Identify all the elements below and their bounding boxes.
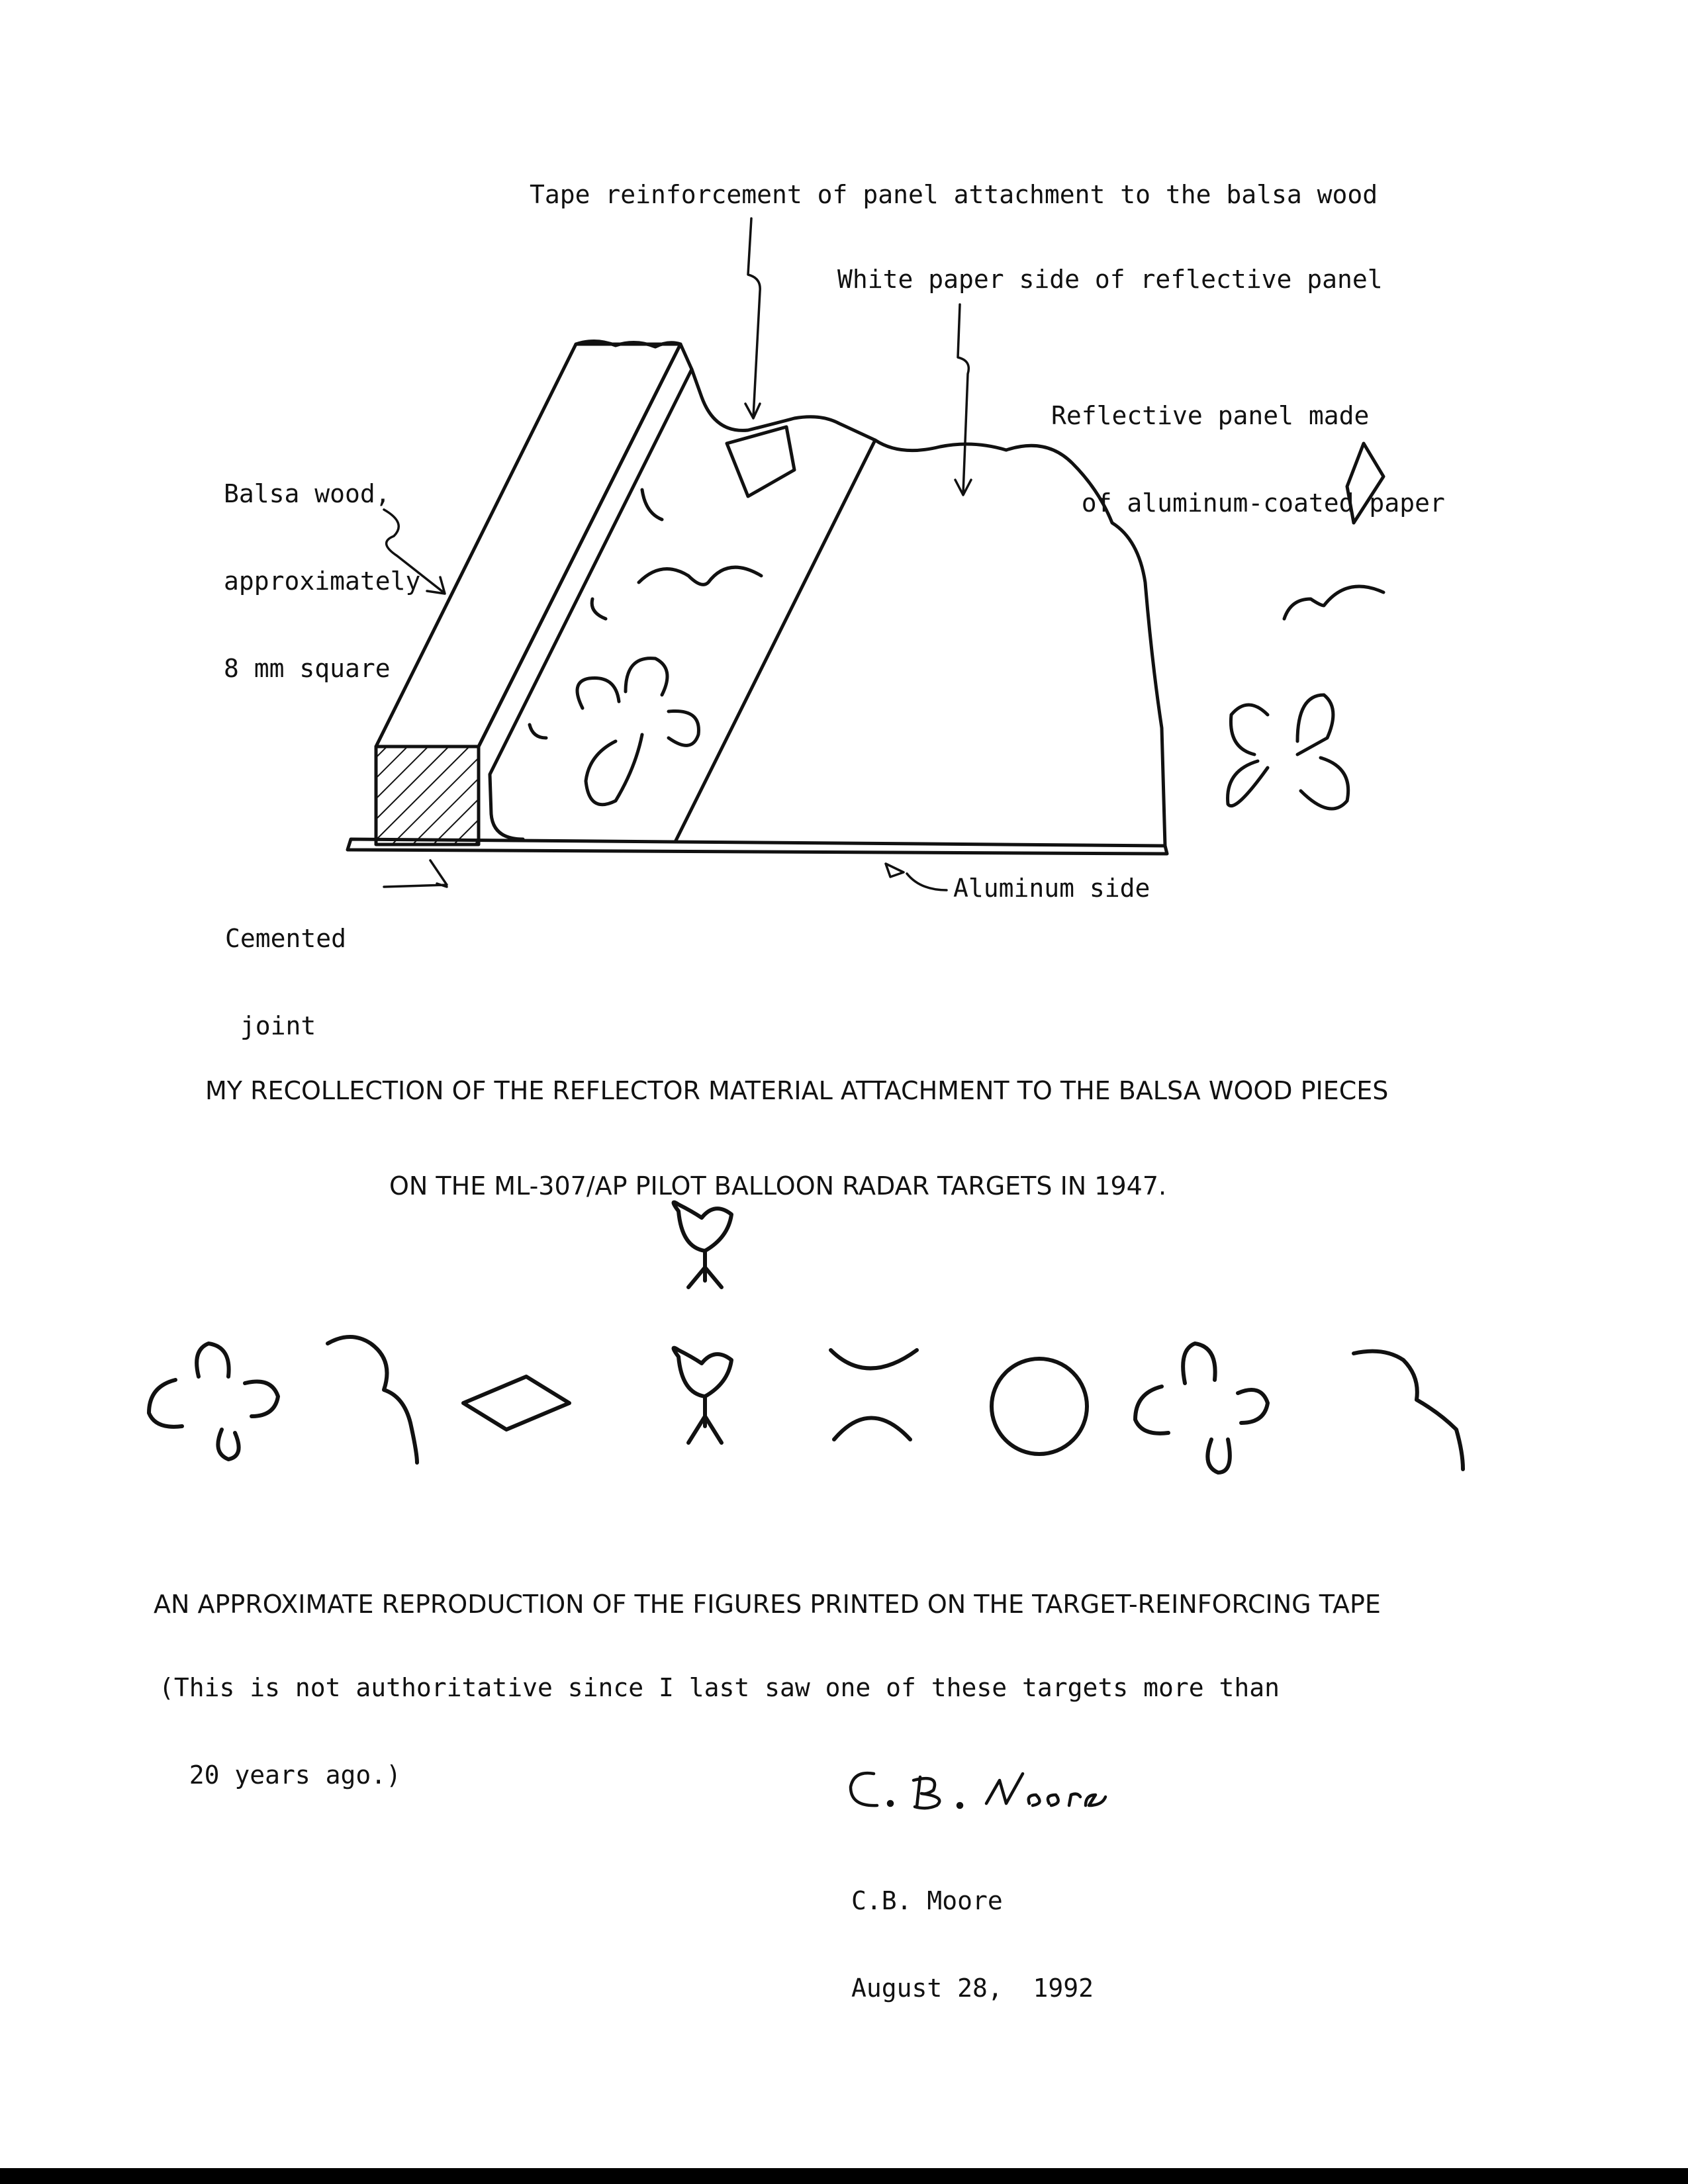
diagram-caption-line: MY RECOLLECTION OF THE REFLECTOR MATERIAL ATTACHMENT TO THE BALSA WOOD PIECES bbox=[205, 1076, 1389, 1105]
tape-diamond-mark bbox=[727, 427, 794, 496]
diamond-icon bbox=[463, 1377, 569, 1430]
flower-icon bbox=[149, 1343, 278, 1459]
curves-icon bbox=[831, 1350, 917, 1439]
reflector-assembly-diagram bbox=[348, 341, 1167, 854]
figures-note-line: (This is not authoritative since I last saw one of these targets more than bbox=[159, 1673, 1280, 1702]
cemented-joint-label-line: Cemented bbox=[225, 924, 347, 953]
tape-arc-mark bbox=[639, 567, 761, 584]
balsa-wood-strip bbox=[376, 344, 680, 747]
balsa-wood-label-line: 8 mm square bbox=[224, 654, 391, 683]
white-paper-side-label: White paper side of reflective panel bbox=[837, 265, 1383, 294]
aluminum-side-label: Aluminum side bbox=[953, 874, 1150, 903]
signature-date: August 28, 1992 bbox=[851, 1974, 1094, 2003]
flower-icon bbox=[1228, 695, 1348, 809]
circle-icon bbox=[992, 1359, 1087, 1454]
reflective-panel-label-line: of aluminum-coated paper bbox=[1051, 488, 1445, 518]
reflective-panel-label-line: Reflective panel made bbox=[1051, 401, 1370, 430]
tape-figures-row bbox=[149, 1203, 1463, 1473]
scan-edge-bar bbox=[0, 2168, 1688, 2184]
signature-block bbox=[851, 1828, 1094, 2032]
tulip-figure-icon bbox=[674, 1203, 732, 1443]
cemented-joint-label-line: joint bbox=[225, 1011, 316, 1040]
signer-name: C.B. Moore bbox=[851, 1886, 1003, 1915]
reflective-panel-label bbox=[1051, 343, 1445, 547]
balsa-wood-label bbox=[224, 421, 420, 712]
balsa-wood-label-line: Balsa wood, bbox=[224, 479, 391, 508]
diagram-caption bbox=[205, 1011, 1388, 1234]
flower-icon bbox=[1135, 1343, 1268, 1473]
figures-note-line: 20 years ago.) bbox=[159, 1760, 402, 1790]
balsa-cross-section bbox=[376, 747, 479, 844]
arc-icon bbox=[1284, 586, 1383, 619]
tape-flower-mark bbox=[577, 659, 698, 805]
diagram-caption-line: ON THE ML-307/AP PILOT BALLOON RADAR TARGETS IN 1947. bbox=[389, 1171, 1167, 1201]
arc-icon bbox=[1354, 1351, 1463, 1469]
figures-note bbox=[159, 1615, 1280, 1819]
figures-heading: AN APPROXIMATE REPRODUCTION OF THE FIGURES PRINTED ON THE TARGET-REINFORCING TAPE bbox=[154, 1590, 1381, 1619]
panel-fold bbox=[479, 344, 692, 839]
arc-icon bbox=[328, 1337, 417, 1463]
tape-label: Tape reinforcement of panel attachment to the balsa wood bbox=[530, 180, 1378, 209]
balsa-wood-label-line: approximately bbox=[224, 567, 421, 596]
